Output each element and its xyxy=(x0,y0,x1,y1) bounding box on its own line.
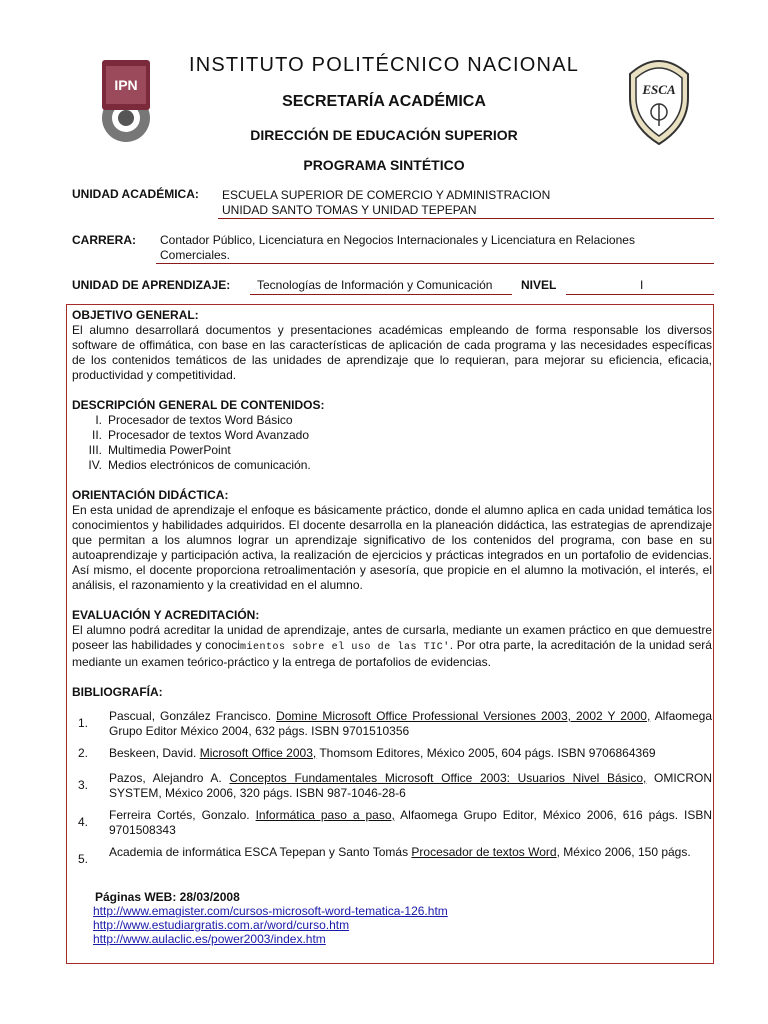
orientacion-text: En esta unidad de aprendizaje el enfoque es básicamente práctico, donde el alumno aplica en cada unidad temática los conocimientos y habilidades adquiridos. El docente desarrolla en la planeación didáctica, las estrategias de aprendizaje que permitan a los alumnos lograr un aprendizaje significativo de los contenidos del programa, con base en su autoaprendizaje y participación activa, la realización de ejercicios y prácticas integrados en un portafolio de evidencias. Así mismo, el docente proporciona retroalimentación y asesoría, que propicie en el alumno la motivación, el interés, el análisis, el razonamiento y la creatividad en el alumno. xyxy=(72,503,712,592)
content-body xyxy=(72,308,712,700)
objetivo-title: OBJETIVO GENERAL: xyxy=(72,308,199,322)
unidad-academica-line1: ESCUELA SUPERIOR DE COMERCIO Y ADMINISTRACION xyxy=(222,188,551,202)
web-link[interactable]: http://www.aulaclic.es/power2003/index.htm xyxy=(93,932,326,946)
secretariat-title: SECRETARÍA ACADÉMICA xyxy=(282,93,486,110)
list-item: II. Procesador de textos Word Avanzado xyxy=(91,428,310,442)
unidad-aprendizaje-label: UNIDAD DE APRENDIZAJE: xyxy=(72,278,231,292)
unidad-academica-rule xyxy=(218,218,714,219)
direction-title: DIRECCIÓN DE EDUCACIÓN SUPERIOR xyxy=(250,127,518,143)
web-link[interactable]: http://www.estudiargratis.com.ar/word/curso.htm xyxy=(93,918,350,932)
unidad-academica-label: UNIDAD ACADÉMICA: xyxy=(72,187,199,201)
unidad-academica-line2: UNIDAD SANTO TOMAS Y UNIDAD TEPEPAN xyxy=(222,203,477,217)
list-item: I. Procesador de textos Word Básico xyxy=(95,413,293,427)
nivel-label: NIVEL xyxy=(521,278,557,292)
institute-title: INSTITUTO POLITÉCNICO NACIONAL xyxy=(188,54,580,76)
svg-text:IPN: IPN xyxy=(114,77,138,93)
bibliografia-title: BIBLIOGRAFÍA: xyxy=(72,685,163,699)
carrera-label: CARRERA: xyxy=(72,233,136,247)
web-link[interactable]: http://www.emagister.com/cursos-microsoft-word-tematica-126.htm xyxy=(93,904,448,918)
descripcion-list xyxy=(72,413,712,473)
program-title: PROGRAMA SINTÉTICO xyxy=(303,157,465,173)
unidad-aprendizaje-rule xyxy=(250,294,512,295)
carrera-line2: Comerciales. xyxy=(160,248,231,262)
nivel-rule xyxy=(566,294,714,295)
list-item: III. Multimedia PowerPoint xyxy=(88,443,231,457)
web-title: Páginas WEB: 28/03/2008 xyxy=(95,890,240,904)
evaluacion-text: El alumno podrá acreditar la unidad de aprendizaje, antes de cursarla, mediante un examen práctico en que demuestre poseer las habilidades y conocimientos sobre el uso de las TIC'. Por otra parte, la acreditación de la unidad será mediante un examen teórico-práctico y la entrega de portafolios de evidencias. xyxy=(72,623,712,669)
bib-item: 2. Beskeen, David. Microsoft Office 2003, Thomsom Editores, México 2005, 604 págs. ISBN 9706864369 xyxy=(78,746,656,760)
carrera-line1: Contador Público, Licenciatura en Negocios Internacionales y Licenciatura en Relaciones xyxy=(160,233,635,247)
bib-item: 1. Pascual, González Francisco. Domine Microsoft Office Professional Versiones 2003, 2002 Y 2000, Alfaomega Grupo Editor México 2004, 632 págs. ISBN 9701510356 xyxy=(78,709,712,738)
bib-item: 5. Academia de informática ESCA Tepepan y Santo Tomás Procesador de textos Word, México 2006, 150 págs. xyxy=(78,845,691,866)
nivel-value: I xyxy=(640,278,644,292)
svg-text:ESCA: ESCA xyxy=(642,82,676,97)
orientacion-title: ORIENTACIÓN DIDÁCTICA: xyxy=(72,488,229,502)
evaluacion-title: EVALUACIÓN Y ACREDITACIÓN: xyxy=(72,608,260,622)
descripcion-title: DESCRIPCIÓN GENERAL DE CONTENIDOS: xyxy=(72,398,325,412)
list-item: IV. Medios electrónicos de comunicación. xyxy=(88,458,311,472)
objetivo-text: El alumno desarrollará documentos y presentaciones académicas empleando de forma responsable los diversos software de offimática, con base en las características de aplicación de cada programa y las necesidades específicas de los contenidos temáticos de las unidades de aprendizaje que lo requieran, para mejorar su eficiencia, eficacia, productividad y competitividad. xyxy=(72,323,712,382)
unidad-aprendizaje-value: Tecnologías de Información y Comunicación xyxy=(257,278,493,292)
web-section xyxy=(93,890,448,946)
carrera-rule xyxy=(156,263,714,264)
bib-item: 3. Pazos, Alejandro A. Conceptos Fundamentales Microsoft Office 2003: Usuarios Nivel Básico, OMICRON SYSTEM, México 2006, 320 págs. ISBN 987-1046-28-6 xyxy=(78,771,713,800)
bib-item: 4. Ferreira Cortés, Gonzalo. Informática paso a paso, Alfaomega Grupo Editor, México 2006, 616 págs. ISBN 9701508343 xyxy=(78,808,712,837)
